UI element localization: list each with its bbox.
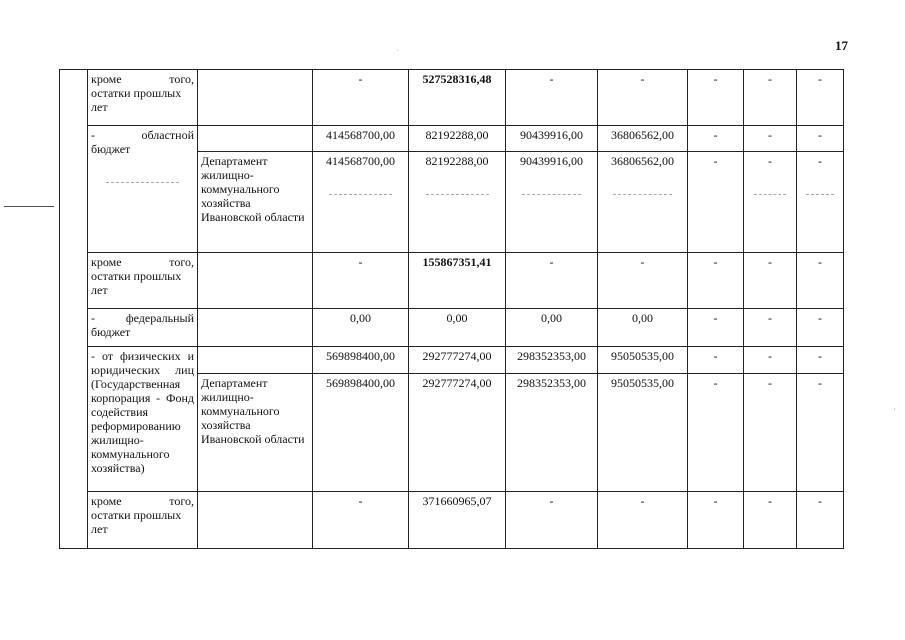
faint-rule bbox=[754, 194, 786, 195]
value-cell: - bbox=[797, 126, 844, 151]
value-cell: - bbox=[744, 252, 797, 308]
value-cell: 569898400,00 bbox=[313, 347, 409, 373]
value-cell: - bbox=[506, 492, 598, 549]
value-cell: 569898400,00 bbox=[313, 373, 409, 492]
value-cell: - bbox=[688, 308, 744, 346]
table-row bbox=[60, 252, 844, 308]
value-cell: 371660965,07 bbox=[409, 492, 506, 549]
department-cell bbox=[198, 252, 313, 308]
department-cell bbox=[198, 126, 313, 151]
faint-rule bbox=[522, 194, 582, 195]
value-cell: - bbox=[797, 151, 844, 252]
value-cell: - bbox=[744, 492, 797, 549]
value-cell: 82192288,00 bbox=[409, 151, 506, 252]
value-cell: - bbox=[313, 492, 409, 549]
faint-rule bbox=[426, 194, 489, 195]
value-cell: 95050535,00 bbox=[598, 347, 688, 373]
value-cell: - bbox=[598, 70, 688, 126]
value-cell: - bbox=[797, 347, 844, 373]
scan-speck: · bbox=[893, 404, 896, 414]
value-cell: - bbox=[797, 373, 844, 492]
value-cell: - bbox=[506, 252, 598, 308]
value-cell: - bbox=[744, 126, 797, 151]
value-cell: - bbox=[598, 492, 688, 549]
value-cell: - bbox=[313, 70, 409, 126]
value-cell: 0,00 bbox=[313, 308, 409, 346]
department-cell bbox=[198, 347, 313, 373]
value-cell: 414568700,00 bbox=[313, 126, 409, 151]
value-cell: 95050535,00 bbox=[598, 373, 688, 492]
value-cell: - bbox=[744, 373, 797, 492]
value-cell: - bbox=[797, 308, 844, 346]
faint-rule bbox=[806, 194, 834, 195]
value-cell: - bbox=[598, 252, 688, 308]
value-cell: - bbox=[744, 70, 797, 126]
scan-speck: · bbox=[396, 46, 399, 55]
value-cell: 298352353,00 bbox=[506, 373, 598, 492]
value-cell: 90439916,00 bbox=[506, 151, 598, 252]
index-column bbox=[60, 70, 88, 549]
department-cell bbox=[198, 70, 313, 126]
value-cell: 292777274,00 bbox=[409, 347, 506, 373]
value-cell: - bbox=[744, 151, 797, 252]
value-cell: 298352353,00 bbox=[506, 347, 598, 373]
department-cell: Департамент жилищно-коммунального хозяйства Ивановской области bbox=[198, 373, 313, 492]
row-label: - федеральный бюджет bbox=[88, 308, 198, 346]
value-cell: 36806562,00 bbox=[598, 126, 688, 151]
value-cell: 36806562,00 bbox=[598, 151, 688, 252]
table-row bbox=[60, 347, 844, 373]
table-row bbox=[60, 308, 844, 346]
value-cell: 0,00 bbox=[598, 308, 688, 346]
value-cell: - bbox=[688, 151, 744, 252]
table-row bbox=[60, 70, 844, 126]
department-cell bbox=[198, 492, 313, 549]
value-cell: - bbox=[688, 126, 744, 151]
value-cell: - bbox=[744, 347, 797, 373]
value-cell: - bbox=[744, 308, 797, 346]
value-cell: 0,00 bbox=[409, 308, 506, 346]
value-cell: 82192288,00 bbox=[409, 126, 506, 151]
value-cell: - bbox=[506, 70, 598, 126]
value-cell: - bbox=[797, 252, 844, 308]
faint-rule bbox=[106, 182, 178, 183]
department-cell: Департамент жилищно-коммунального хозяйства Ивановской области bbox=[198, 151, 313, 252]
row-label: - от физических и юридических лиц (Государственная корпорация - Фонд содействия реформированию жилищно-коммунального хозяйства) bbox=[88, 347, 198, 492]
row-label: кроме того, остатки прошлых лет bbox=[88, 252, 198, 308]
table-row bbox=[60, 492, 844, 549]
value-cell: 527528316,48 bbox=[409, 70, 506, 126]
row-label: кроме того, остатки прошлых лет bbox=[88, 70, 198, 126]
budget-table bbox=[59, 69, 844, 549]
value-cell: - bbox=[688, 70, 744, 126]
value-cell: - bbox=[797, 70, 844, 126]
value-cell: 155867351,41 bbox=[409, 252, 506, 308]
value-cell: - bbox=[688, 373, 744, 492]
faint-rule bbox=[329, 194, 391, 195]
value-cell: 292777274,00 bbox=[409, 373, 506, 492]
value-cell: - bbox=[688, 492, 744, 549]
row-label: - областной бюджет bbox=[88, 126, 198, 252]
page-number: 17 bbox=[835, 38, 848, 53]
value-cell: 0,00 bbox=[506, 308, 598, 346]
value-cell: 90439916,00 bbox=[506, 126, 598, 151]
value-cell: 414568700,00 bbox=[313, 151, 409, 252]
value-cell: - bbox=[797, 492, 844, 549]
value-cell: - bbox=[688, 252, 744, 308]
value-cell: - bbox=[313, 252, 409, 308]
value-cell: - bbox=[688, 347, 744, 373]
margin-dash bbox=[4, 206, 54, 207]
department-cell bbox=[198, 308, 313, 346]
row-label: кроме того, остатки прошлых лет bbox=[88, 492, 198, 549]
table-row bbox=[60, 126, 844, 151]
faint-rule bbox=[613, 194, 671, 195]
